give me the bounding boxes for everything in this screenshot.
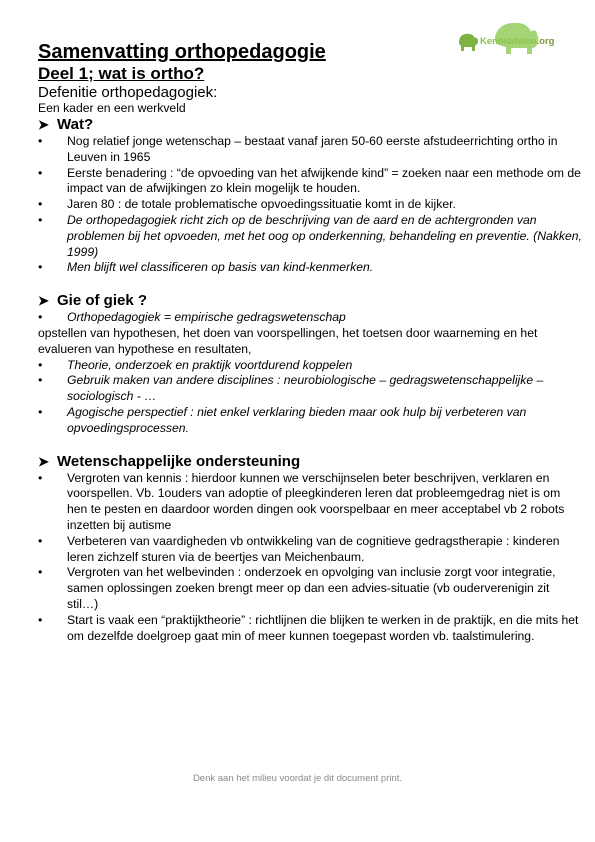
bullet-icon: •	[38, 404, 43, 419]
bullet-icon: •	[38, 612, 43, 627]
document-title: Samenvatting orthopedagogie	[38, 41, 326, 63]
page-footer: Denk aan het milieu voordat je dit document print.	[192, 773, 403, 784]
document-page	[38, 40, 583, 644]
definition-heading: Defenitie orthopedagogiek:	[38, 84, 218, 101]
section-paragraph: opstellen van hypothesen, het doen van voorspellingen, het toetsen door waarneming en het evalueren van hypothese en resultaten,	[38, 325, 538, 356]
arrow-bullet-icon: ➤	[38, 117, 49, 132]
bullet-icon: •	[38, 373, 43, 388]
list-item	[38, 260, 583, 276]
list-item-text: Vergroten van het welbevinden : onderzoek en opvolging van inclusie zorgt voor integratie, samen oplossingen zoeken brengt meer op dan een advies-situatie (vb ouderverenigin zit stil…)	[67, 565, 556, 611]
logo-tld: .org	[536, 36, 555, 47]
list-item	[38, 197, 583, 213]
bullet-icon: •	[38, 470, 43, 485]
list-item	[38, 166, 583, 198]
bullet-icon: •	[38, 212, 43, 227]
list-item	[38, 373, 583, 405]
list-item-text: Theorie, onderzoek en praktijk voortdurend koppelen	[67, 357, 353, 372]
section-heading-label: Wat?	[57, 116, 94, 133]
list-item	[38, 471, 583, 534]
section-heading-label: Gie of giek ?	[57, 292, 148, 310]
list-item-text: Vergroten van kennis : hierdoor kunnen we verschijnselen beter beschrijven, verklaren en voorspellen. Vb. 1ouders van adoptie of pleegkinderen leren dat probleemgedrag niet is om hen te pesten en daardoor worden dingen ook voorspelbaar en meer acceptabel vb 2 robots inzetten bij autisme	[67, 470, 565, 532]
list-item-text: De orthopedagogiek richt zich op de beschrijving van de aard en de achtergronden van problemen bij het opvoeden, met het oog op onderkenning, behandeling en preventie. (Nakken, 1999)	[67, 212, 582, 259]
bullet-icon: •	[38, 565, 43, 580]
list-item	[38, 565, 583, 612]
list-item-text: Gebruik maken van andere disciplines : neurobiologische – gedragswetenschappelijke – sociologisch - …	[67, 373, 544, 404]
bullet-icon: •	[38, 134, 43, 148]
list-item-text: Nog relatief jonge wetenschap – bestaat vanaf jaren 50-60 eerste afstudeerrichting ortho in Leuven in 1965	[67, 134, 558, 164]
bullet-icon: •	[38, 357, 43, 372]
list-item-text: Start is vaak een “praktijktheorie” : richtlijnen die blijken te werken in de praktijk, en die mits het om dezelfde doelgroep gaat min of meer kunnen toegepast worden vb. taalstimulering.	[67, 612, 579, 643]
section-list-wetenschappelijke-ondersteuning	[38, 471, 583, 645]
bullet-icon: •	[38, 260, 43, 275]
list-item	[38, 310, 583, 326]
bullet-icon: •	[38, 533, 43, 548]
arrow-bullet-icon: ➤	[38, 293, 49, 309]
document-subtitle: Deel 1; wat is ortho?	[38, 64, 205, 83]
list-item-text: Jaren 80 : de totale problematische opvoedingssituatie komt in de kijker.	[67, 197, 456, 212]
list-item	[38, 134, 583, 166]
list-item	[38, 534, 583, 566]
bullet-icon: •	[38, 165, 43, 180]
bullet-icon: •	[38, 310, 43, 325]
section-list-gie-of-giek	[38, 310, 583, 326]
section-heading-gie-of-giek	[38, 292, 583, 310]
list-item-text: Men blijft wel classificeren op basis van kind-kenmerken.	[67, 260, 374, 275]
bullet-icon: •	[38, 197, 43, 212]
list-item-text: Orthopedagogiek = empirische gedragswetenschap	[67, 310, 346, 325]
definition-sub: Een kader en een werkveld	[38, 101, 186, 115]
list-item	[38, 213, 583, 260]
section-heading-wat	[38, 116, 583, 134]
arrow-bullet-icon: ➤	[38, 453, 49, 469]
logo-name: Kennisdelen	[480, 36, 537, 47]
section-list-wat	[38, 134, 583, 276]
section-list-gie-of-giek-continued	[38, 358, 583, 437]
list-item-text: Eerste benadering : “de opvoeding van het afwijkende kind” = zoeken naar een methode om de impact van de afwijkingen zo klein mogelijk te houden.	[67, 165, 581, 196]
list-item	[38, 358, 583, 374]
section-heading-label: Wetenschappelijke ondersteuning	[57, 452, 301, 470]
list-item	[38, 613, 583, 645]
list-item-text: Verbeteren van vaardigheden vb ontwikkeling van de cognitieve gedragstherapie : kinderen leren zichzelf sturen via de beertjes van Meichenbaum.	[67, 533, 560, 564]
section-heading-wetenschappelijke-ondersteuning	[38, 453, 583, 471]
list-item-text: Agogische perspectief : niet enkel verklaring bieden maar ook hulp bij verbeteren van opvoedingsprocessen.	[67, 404, 527, 435]
list-item	[38, 405, 583, 437]
